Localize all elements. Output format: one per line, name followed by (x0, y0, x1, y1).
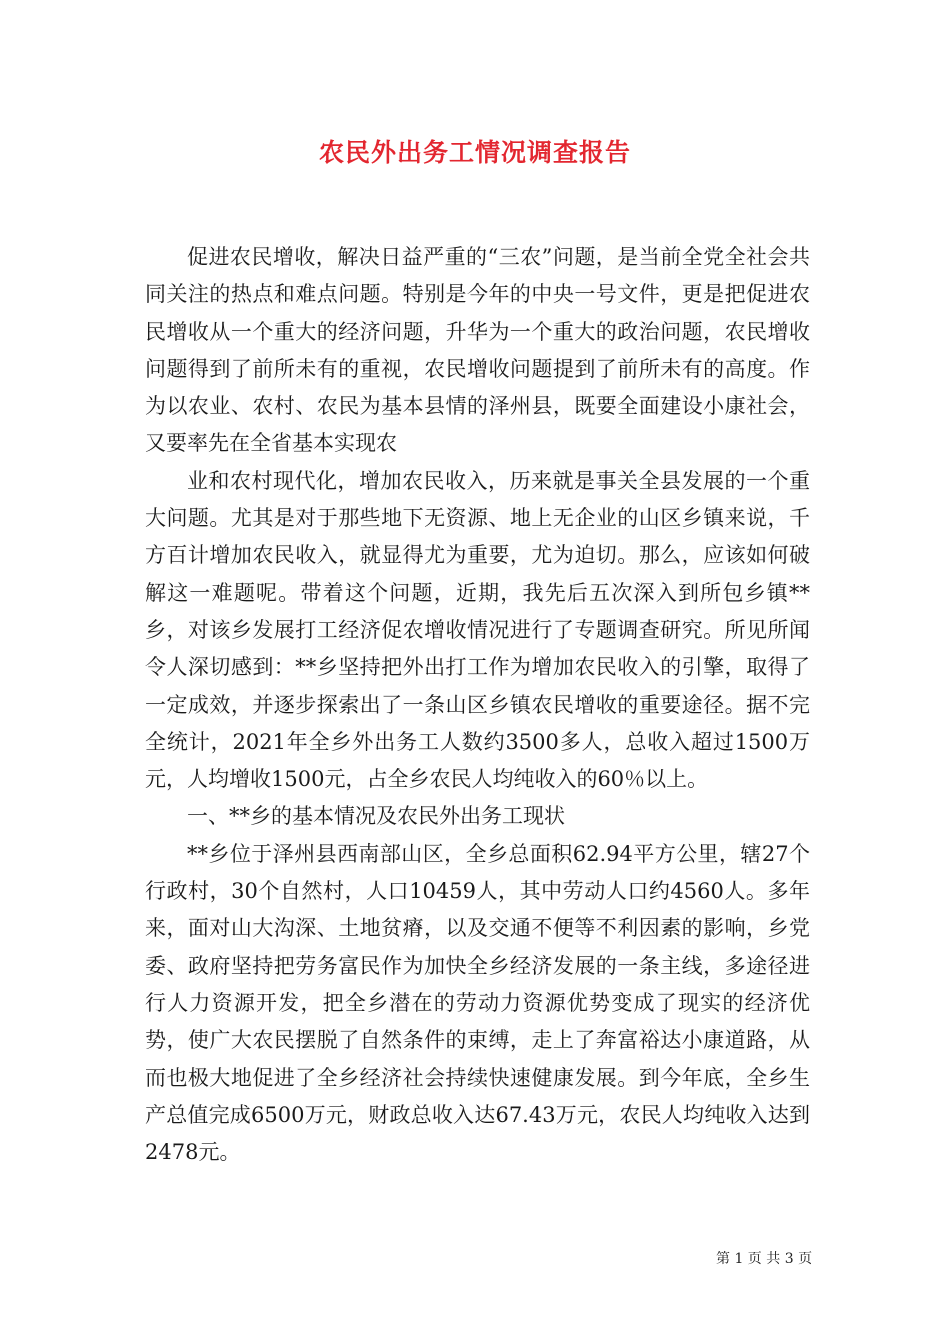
section-heading: 一、**乡的基本情况及农民外出务工现状 (187, 804, 565, 829)
document-title: 农民外出务工情况调查报告 (318, 138, 631, 167)
document-body (145, 239, 810, 1171)
paragraph-intro: 促进农民增收，解决日益严重的“三农”问题，是当前全党全社会共同关注的热点和难点问题。特别是今年的中央一号文件，更是把促进农民增收从一个重大的经济问题，升华为一个重大的政治问题，农民增收问题得到了前所未有的重视，农民增收问题提到了前所未有的高度。作为以农业、农村、农民为基本县情的泽州县，既要全面建设小康社会，又要率先在全省基本实现农 (145, 245, 810, 456)
paragraph-continuation: 业和农村现代化，增加农民收入，历来就是事关全县发展的一个重大问题。尤其是对于那些地下无资源、地上无企业的山区乡镇来说，千方百计增加农民收入，就显得尤为重要，尤为迫切。那么，应该如何破解这一难题呢。带着这个问题，近期，我先后五次深入到所包乡镇**乡，对该乡发展打工经济促农增收情况进行了专题调查研究。所见所闻令人深切感到：**乡坚持把外出打工作为增加农民收入的引擎，取得了一定成效，并逐步探索出了一条山区乡镇农民增收的重要途径。据不完全统计，2021年全乡外出务工人数约3500多人，总收入超过1500万元，人均增收1500元，占全乡农民人均纯收入的60％以上。 (145, 468, 810, 792)
paragraph-basic-info: **乡位于泽州县西南部山区，全乡总面积62.94平方公里，辖27个行政村，30个自然村，人口10459人，其中劳动人口约4560人。多年来，面对山大沟深、土地贫瘠，以及交通不便等不利因素的影响，乡党委、政府坚持把劳务富民作为加快全乡经济发展的一条主线，多途径进行人力资源开发，把全乡潜在的劳动力资源优势变成了现实的经济优势，使广大农民摆脱了自然条件的束缚，走上了奔富裕达小康道路，从而也极大地促进了全乡经济社会持续快速健康发展。到今年底，全乡生产总值完成6500万元，财政总收入达67.43万元，农民人均纯收入达到2478元。 (145, 841, 810, 1165)
page-number: 第 1 页 共 3 页 (716, 1251, 813, 1267)
